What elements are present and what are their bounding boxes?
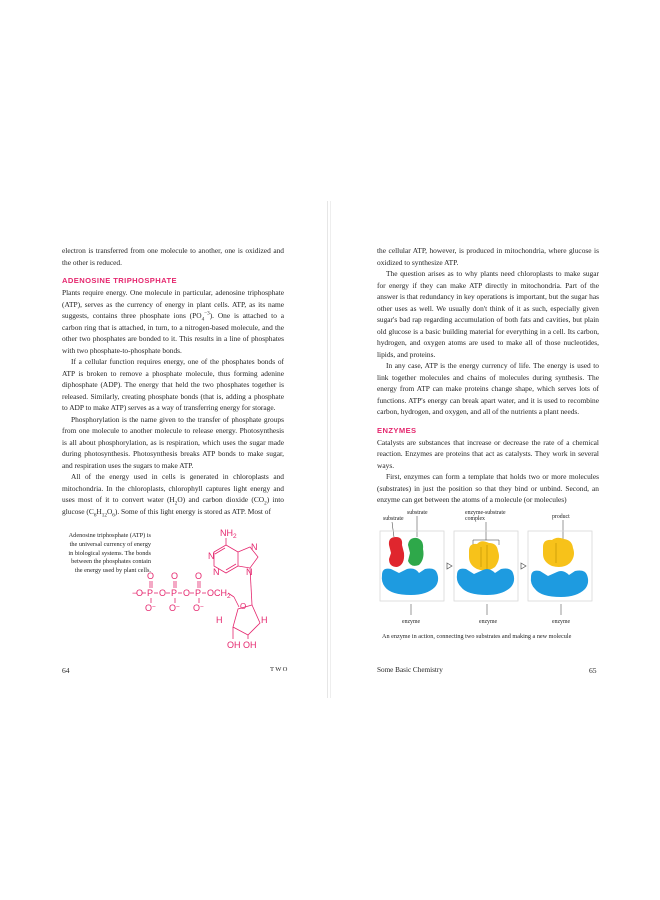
atp-p-label-1: P <box>147 588 154 598</box>
atp-och2-label: OCH <box>207 588 227 598</box>
svg-text:NH2: $NH_2$ <box>220 528 237 540</box>
label-enzyme-1: enzyme <box>402 619 421 625</box>
atp-structure-diagram <box>128 523 288 653</box>
substrate-green-shape <box>408 538 424 566</box>
atp-minus-label-2: − <box>152 604 156 611</box>
section-heading-atp: ADENOSINE TRIPHOSPHATE <box>62 276 177 285</box>
right-running-head: Some Basic Chemistry <box>377 666 443 674</box>
label-substrate-b: substrate <box>407 510 428 516</box>
atp-paragraph-2: If a cellular function requires energy, one of the phosphates bonds of ATP is broken to remove a phosphate molecule, thus forming adenine diphosphate (ADP). The energy that held the two phosphates together is released. Similarly, creating phosphate bonds (that is, adding a phosphate to ADP to make ATP) serves as a way of transferring energy for storage. <box>62 357 284 412</box>
enzymes-paragraph-2: First, enzymes can form a template that holds two or more molecules (substrates) in just the position so that they bind or unbind. Second, an enzyme can get between the atoms of a molecule (or molecules) <box>377 472 599 504</box>
atp-n-label-3: N <box>213 567 220 577</box>
atp-p-label-2: P <box>171 588 178 598</box>
enzyme-figure-caption: An enzyme in action, connecting two substrates and making a new molecule <box>382 633 572 640</box>
svg-text:OCH2: $OCH_2$ <box>207 588 231 600</box>
atp-paragraph-4: All of the energy used in cells is generated in chloroplasts and mitochondria. In the chloroplasts, chlorophyll captures light energy and uses most of it to convert water $(H_2O)$ and carbon dioxide $(CO_2)$ into glucose $(C_6H_{12}O_6)$. Some of this light energy is stored as ATP. Most of <box>62 472 284 518</box>
atp-o-label-8: O <box>169 603 177 613</box>
label-product: product <box>552 514 570 520</box>
left-running-head: TWO <box>270 666 289 673</box>
atp-minus-label-1: − <box>132 588 138 598</box>
atp-o-label-7: O <box>145 603 153 613</box>
label-enzyme-3: enzyme <box>552 619 571 625</box>
atp-o-label-6: O <box>183 588 191 598</box>
right-folio: 65 <box>589 666 597 675</box>
enzyme-blue-shape-1 <box>382 569 438 596</box>
atp-minus-label-3: − <box>176 604 180 611</box>
enzyme-diagram <box>377 507 605 627</box>
label-substrate-a: substrate <box>383 516 404 522</box>
section-heading-enzymes: ENZYMES <box>377 425 417 435</box>
enzyme-blue-shape-2 <box>457 569 514 596</box>
atp-ring-o-label: O <box>240 602 247 611</box>
atp-o-label-5: O <box>159 588 167 598</box>
atp-nh2-label: NH <box>220 528 233 538</box>
enzymes-paragraph-1: Catalysts are substances that increase or decrease the rate of a chemical reaction. Enzymes are proteins that act as catalysts. They work in several ways. <box>377 437 599 470</box>
complex-yellow-shape <box>469 541 499 570</box>
atp-minus-label-4: − <box>200 604 204 611</box>
atp-o-label-1: O <box>147 571 155 581</box>
right-body-text <box>377 245 599 506</box>
atp-n-label-4: N <box>246 567 253 577</box>
label-enzyme-2: enzyme <box>479 619 498 625</box>
left-body-text <box>62 245 284 517</box>
atp-h-label-1: H <box>216 615 223 625</box>
atp-n-label-2: N <box>208 551 215 561</box>
atp-o-label-9: O <box>193 603 201 613</box>
atp-o-label-3: O <box>195 571 203 581</box>
atp-o-label-2: O <box>171 571 179 581</box>
atp-paragraph-3: Phosphorylation is the name given to the transfer of phosphate groups from one molecule to another molecule to release energy. Photosynthesis is all about phosphorylation, as is respiration, which uses the sugar made during photosynthesis. Photosynthesis breaks ATP bonds to make sugar, and respiration uses the sugars to make ATP. <box>62 414 284 470</box>
atp-o-label-4: O <box>136 588 144 598</box>
atp-n-label-1: N <box>251 542 258 552</box>
right-paragraph-2: In any case, ATP is the energy currency of life. The energy is used to link together molecules and chains of molecules during synthesis. The energy from ATP can make proteins change shape, which serves lots of functions. ATP's energy can break apart water, and it is used to recombine carbon, hydrogen, and oxygen, and all of the nutrients a plant needs. <box>377 361 599 416</box>
left-continued-paragraph: electron is transferred from one molecule to another, one is oxidized and the other is reduced. <box>62 246 284 267</box>
atp-p-label-3: P <box>195 588 202 598</box>
book-spread <box>0 201 660 698</box>
label-complex-2: complex <box>465 516 485 522</box>
label-complex-1: enzyme-substrate <box>465 510 506 516</box>
right-continued-paragraph: the cellular ATP, however, is produced in mitochondria, where glucose is oxidized to synthesize ATP. <box>377 246 599 267</box>
enzyme-blue-shape-3 <box>531 571 588 598</box>
atp-paragraph-1: Plants require energy. One molecule in particular, adenosine triphosphate (ATP), serves as the currency of energy in plant cells. ATP, as its name suggests, contains three phosphate ions $(PO_4^{-3})$. One is attached to a carbon ring that is attached, in turn, to a nitrogen-based molecule, and the other two phosphates are bonded to it. This results in a line of phosphates with two phosphate-to-phosphate bonds. <box>62 288 284 355</box>
right-paragraph-1: The question arises as to why plants need chloroplasts to make sugar for energy if they can make ATP directly in mitochondria. Part of the answer is that redundancy in key operations is important, but the sugar has other uses as well. We usually don't think of it as such, especially given sugar's bad rap regarding accumulation of both fats and cavities, but plain old glucose is a basic building material for everything in a cell. Its carbon, hydrogen, and oxygen atoms are used to make all of those nucleotides, lipids, and proteins. <box>377 269 599 359</box>
atp-h-label-2: H <box>261 615 268 625</box>
left-folio: 64 <box>62 666 70 675</box>
right-page <box>330 201 660 698</box>
atp-figure-caption: Adenosine triphosphate (ATP) is the universal currency of energy in biological systems. The bonds between the phosphates contain the energy used by plant cells. <box>68 532 151 575</box>
atp-oh-label-2: OH <box>243 640 257 650</box>
product-yellow-shape <box>543 538 574 567</box>
atp-oh-label-1: OH <box>227 640 241 650</box>
left-page <box>0 201 328 698</box>
substrate-red-shape <box>389 537 404 567</box>
